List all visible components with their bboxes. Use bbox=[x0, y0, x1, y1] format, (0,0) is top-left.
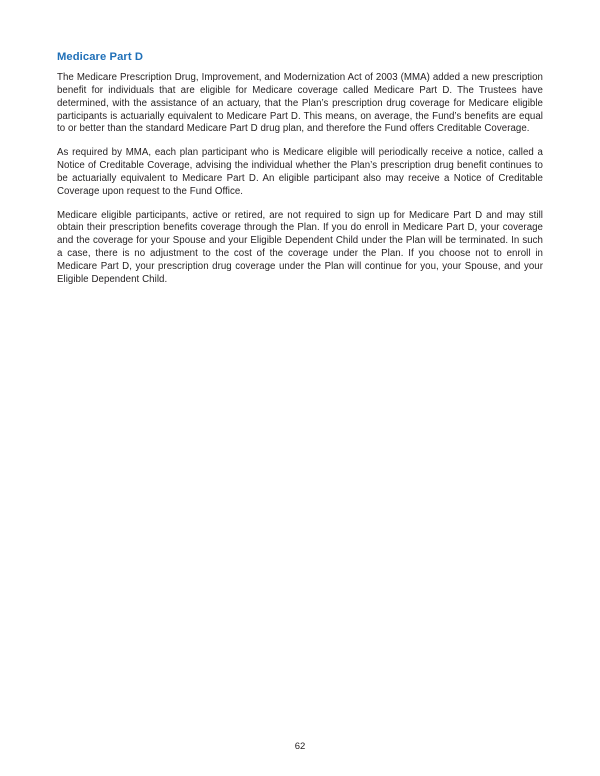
body-paragraph: As required by MMA, each plan participant who is Medicare eligible will periodically receive a notice, called a Notice of Creditable Coverage, advising the individual whether the Plan’s prescription drug benefit continues to be actuarially equivalent to Medicare Part D. An eligible participant also may receive a Notice of Creditable Coverage upon request to the Fund Office. bbox=[57, 147, 543, 197]
body-paragraph: Medicare eligible participants, active or retired, are not required to sign up for Medicare Part D and may still obtain their prescription benefits coverage through the Plan. If you do enroll in Medicare Part D, your coverage and the coverage for your Spouse and your Eligible Dependent Child under the Plan will be terminated. In such a case, there is no adjustment to the cost of the coverage under the Plan. If you choose not to enroll in Medicare Part D, your prescription drug coverage under the Plan will continue for you, your Spouse, and your Eligible Dependent Child. bbox=[57, 209, 543, 285]
body-paragraph: The Medicare Prescription Drug, Improvement, and Modernization Act of 2003 (MMA) added a new prescription benefit for individuals that are eligible for Medicare coverage called Medicare Part D. The Trustees have determined, with the assistance of an actuary, that the Plan’s prescription drug coverage for Medicare eligible participants is actuarially equivalent to Medicare Part D. This means, on average, the Fund’s benefits are equal to or better than the standard Medicare Part D drug plan, and therefore the Fund offers Creditable Coverage. bbox=[57, 72, 543, 135]
page-title: Medicare Part D bbox=[57, 51, 144, 63]
page-content bbox=[57, 50, 543, 287]
page-number: 62 bbox=[294, 741, 306, 752]
